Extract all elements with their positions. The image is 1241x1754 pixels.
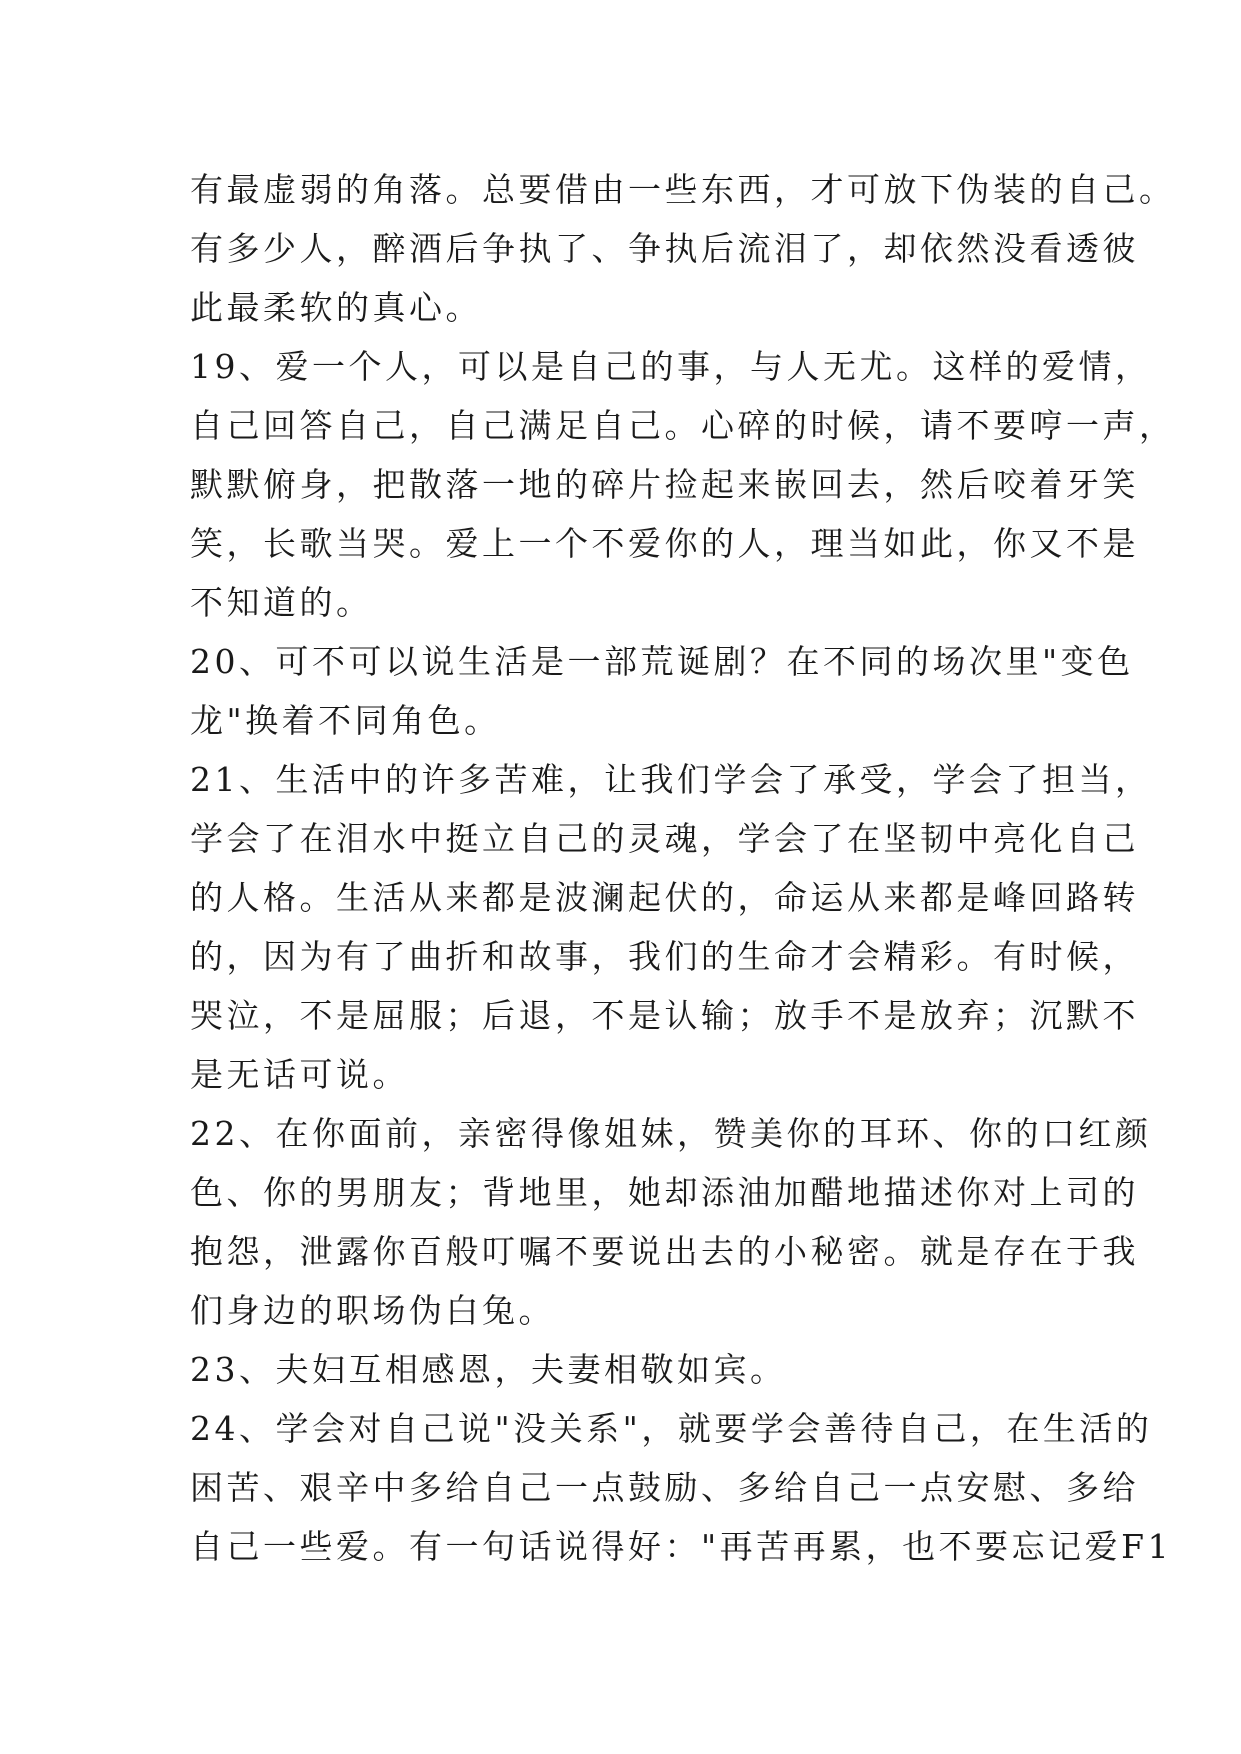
text-line: 哭泣，不是屈服；后退，不是认输；放手不是放弃；沉默不	[190, 996, 1139, 1035]
text-line: 默默俯身，把散落一地的碎片捡起来嵌回去，然后咬着牙笑	[190, 465, 1139, 504]
text-line: 笑，长歌当哭。爱上一个不爱你的人，理当如此，你又不是	[190, 524, 1139, 563]
text-line: 龙"换着不同角色。	[190, 701, 501, 740]
text-line: 是无话可说。	[190, 1055, 409, 1094]
text-line: 们身边的职场伪白兔。	[190, 1291, 555, 1330]
text-line: 的人格。生活从来都是波澜起伏的，命运从来都是峰回路转	[190, 878, 1139, 917]
text-line: 抱怨，泄露你百般叮嘱不要说出去的小秘密。就是存在于我	[190, 1232, 1139, 1271]
text-line: 学会了在泪水中挺立自己的灵魂，学会了在坚韧中亮化自己	[190, 819, 1139, 858]
text-line: 24、学会对自己说"没关系"，就要学会善待自己，在生活的	[190, 1409, 1153, 1448]
text-line: 色、你的男朋友；背地里，她却添油加醋地描述你对上司的	[190, 1173, 1139, 1212]
text-line: 20、可不可以说生活是一部荒诞剧？在不同的场次里"变色	[190, 642, 1134, 681]
text-line: 自己一些爱。有一句话说得好："再苦再累，也不要忘记爱F1	[190, 1527, 1173, 1566]
text-line: 有多少人，醉酒后争执了、争执后流泪了，却依然没看透彼	[190, 229, 1139, 268]
text-line: 23、夫妇互相感恩，夫妻相敬如宾。	[190, 1350, 787, 1389]
text-line: 的，因为有了曲折和故事，我们的生命才会精彩。有时候，	[190, 937, 1139, 976]
document-page	[190, 160, 1176, 1576]
text-line: 有最虚弱的角落。总要借由一些东西，才可放下伪装的自己。	[190, 170, 1176, 209]
text-line: 19、爱一个人，可以是自己的事，与人无尤。这样的爱情，	[190, 347, 1152, 386]
text-line: 22、在你面前，亲密得像姐妹，赞美你的耳环、你的口红颜	[190, 1114, 1152, 1153]
text-line: 此最柔软的真心。	[190, 288, 482, 327]
text-line: 困苦、艰辛中多给自己一点鼓励、多给自己一点安慰、多给	[190, 1468, 1139, 1507]
text-line: 自己回答自己，自己满足自己。心碎的时候，请不要哼一声，	[190, 406, 1176, 445]
text-line: 不知道的。	[190, 583, 373, 622]
text-line: 21、生活中的许多苦难，让我们学会了承受，学会了担当，	[190, 760, 1152, 799]
